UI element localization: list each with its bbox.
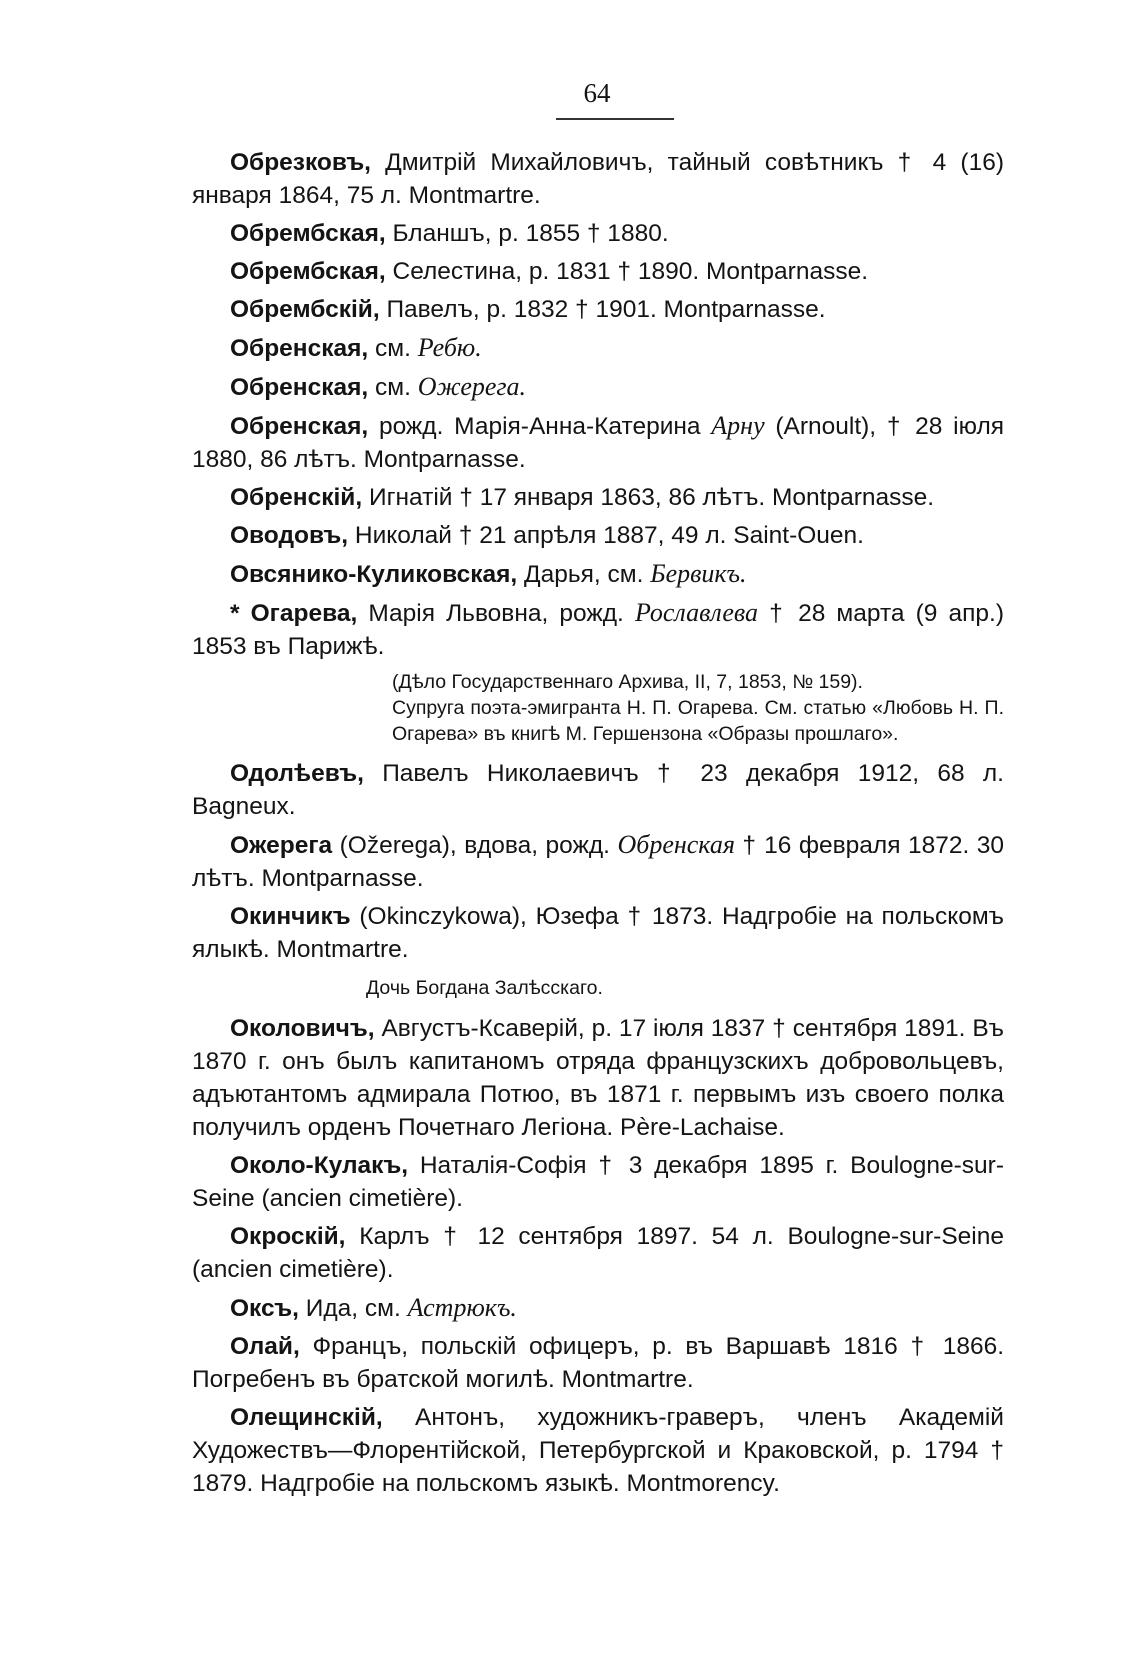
entry [192, 1220, 1004, 1286]
entry-cross-reference: Обренская [617, 830, 735, 859]
entry-name: Обренская, [230, 335, 369, 362]
note-archive-source: (Дѣло Государственнаго Архива, II, 7, 1853, № 159). [392, 671, 863, 693]
entry [192, 293, 1004, 326]
entry-text: Францъ, польскій офицеръ, р. въ Варшавѣ 1816 † 1866. Погребенъ въ братской могилѣ. Montmartre. [192, 1333, 1004, 1393]
entry [192, 1291, 1004, 1325]
entry-text: Антонъ, художникъ-граверъ, членъ Академій Художествъ—Флорентійской, Петербургской и Краковской, р. 1794 † 1879. Надгробіе на польскомъ языкѣ. Montmorency. [192, 1404, 1004, 1497]
entry-text: Дарья, см. [517, 561, 651, 588]
page-number: 64 [583, 78, 611, 108]
entry-name: Околовичъ, [230, 1015, 375, 1042]
page-number-rule [556, 118, 674, 120]
entry-text: Наталія-Софія † 3 декабря 1895 г. Boulogne-sur-Seine (ancien cimetière). [192, 1152, 1004, 1212]
entry-cross-reference: Бервикъ. [650, 559, 747, 588]
entry-cross-reference: Ребю. [417, 333, 482, 362]
footnote-okinchik: Дочь Богдана Залѣсскаго. [366, 977, 603, 999]
entry-cross-reference: Арну [711, 411, 765, 440]
entry [192, 217, 1004, 250]
entry-name: Обрезковъ, [230, 149, 371, 176]
entry [192, 900, 1004, 966]
entry-text: см. [368, 335, 418, 362]
entry [192, 331, 1004, 365]
entry-name: Оксъ, [230, 1295, 299, 1322]
entry [192, 757, 1004, 823]
entry-text: Карлъ † 12 сентября 1897. 54 л. Boulogne-sur-Seine (ancien cimetière). [192, 1223, 1004, 1283]
entry [192, 255, 1004, 288]
entry-name: Обренская, [230, 374, 369, 401]
entry [192, 596, 1004, 663]
footnote-ogareva [192, 669, 1004, 747]
entry-name: Обрембская, [230, 258, 386, 285]
entry-name: Окроскій, [230, 1223, 346, 1250]
entry [192, 1330, 1004, 1396]
entry-cross-reference: Ожерега. [417, 372, 527, 401]
entry-cross-reference: Рославлева [634, 598, 758, 627]
entry-text: (Ožerega), вдова, рожд. [332, 832, 618, 859]
entry [192, 146, 1004, 212]
entry-name: Овсянико-Куликовская, [230, 561, 518, 588]
entry-text: Бланшъ, р. 1855 † 1880. [385, 220, 669, 247]
entry-name: Обренскій, [230, 484, 363, 511]
entry-text: см. [368, 374, 418, 401]
entry-text: рожд. Марія-Анна-Катерина [368, 413, 712, 440]
entry-text: Павелъ Николаевичъ † 23 декабря 1912, 68 л. Bagneux. [192, 760, 1004, 820]
entry [192, 828, 1004, 895]
entry-name: Олещинскій, [230, 1404, 383, 1431]
entry-text-tail: (Arnoult), † 28 іюля 1880, 86 лѣтъ. Montparnasse. [192, 413, 1005, 473]
entry-text: Дмитрій Михайловичъ, тайный совѣтникъ † 4 (16) января 1864, 75 л. Montmartre. [192, 149, 1004, 209]
entry [192, 370, 1004, 404]
entry-name: Около-Кулакъ, [230, 1152, 409, 1179]
entries-column [192, 146, 1004, 1505]
entry [192, 1149, 1004, 1215]
note-comment: Супруга поэта-эмигранта Н. П. Огарева. См. статью «Любовь Н. П. Огарева» въ книгѣ М. Гершензона «Образы прошлаго». [392, 697, 1004, 745]
entry-cross-reference: Астрюкъ. [407, 1293, 517, 1322]
entry-text: Павелъ, р. 1832 † 1901. Montparnasse. [379, 296, 826, 323]
entry-name: * Огарева, [230, 600, 358, 627]
entry-text: Марія Львовна, рожд. [357, 600, 635, 627]
entry-text-tail: † 28 марта (9 апр.) 1853 въ Парижѣ. [192, 600, 1004, 660]
entry-text: Николай † 21 апрѣля 1887, 49 л. Saint-Ouen. [348, 522, 864, 549]
entry [192, 1401, 1004, 1500]
entry-text: Игнатій † 17 января 1863, 86 лѣтъ. Montparnasse. [362, 484, 935, 511]
entry-name: Обрембская, [230, 220, 386, 247]
entry-text: Селестина, р. 1831 † 1890. Montparnasse. [385, 258, 869, 285]
entry [192, 409, 1004, 476]
entry [192, 519, 1004, 552]
entry-name: Обрембскій, [230, 296, 380, 323]
entry-name: Олай, [230, 1333, 300, 1360]
entry [192, 1012, 1004, 1144]
entry-name: Окинчикъ [230, 903, 351, 930]
entry-text: Ида, см. [298, 1295, 408, 1322]
entry-name: Обренская, [230, 413, 369, 440]
entry-name: Одолѣевъ, [230, 760, 364, 787]
entry-name: Ожерега [230, 832, 333, 859]
entry-text-tail: † 16 февраля 1872. 30 лѣтъ. Montparnasse. [192, 832, 1005, 892]
entry [192, 481, 1004, 514]
entry-text: (Okinczykowa), Юзефа † 1873. Надгробіе на польскомъ ялыкѣ. Montmartre. [192, 903, 1004, 963]
entry [192, 557, 1004, 591]
entry-text: Августъ-Ксаверій, р. 17 іюля 1837 † сентября 1891. Въ 1870 г. онъ былъ капитаномъ отряда французскихъ добровольцевъ, адъютантомъ адмирала Потюо, въ 1871 г. первымъ изъ своего полка получилъ орденъ Почетнаго Легіона. Père-Lachaise. [192, 1015, 1004, 1141]
entry-name: Оводовъ, [230, 522, 349, 549]
